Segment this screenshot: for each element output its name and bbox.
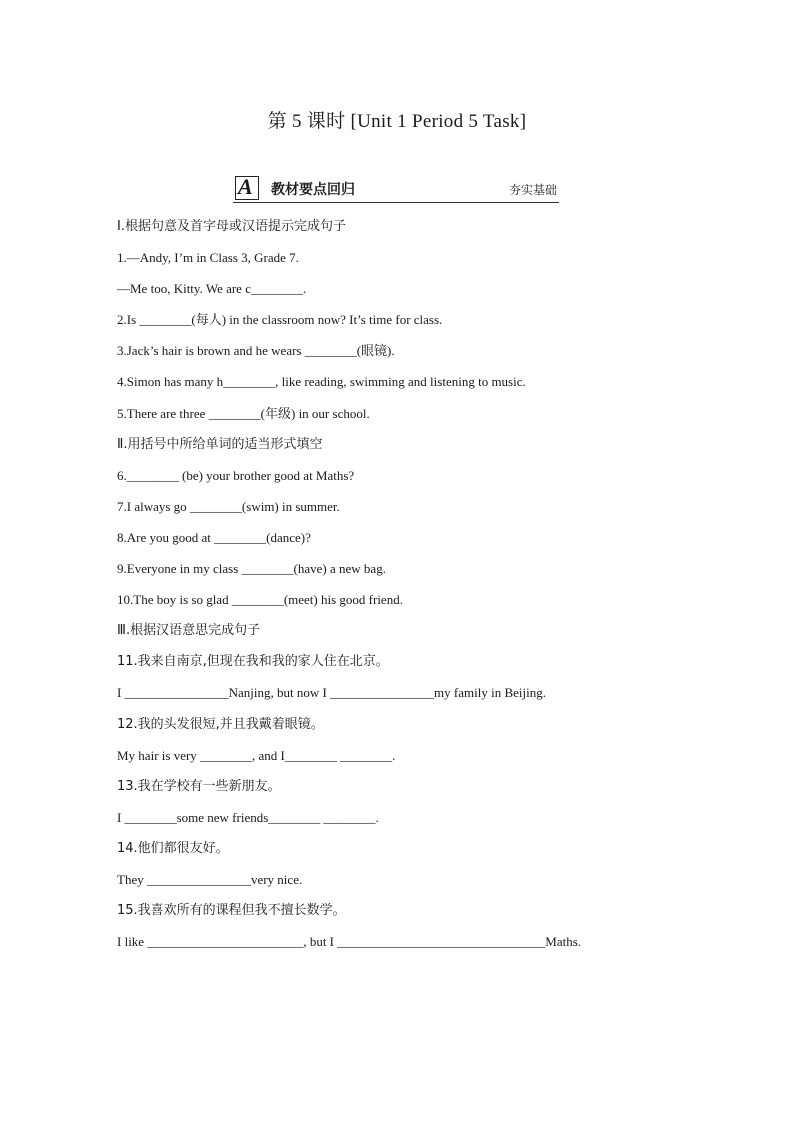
section-heading: Ⅲ.根据汉语意思完成句子 — [117, 623, 261, 639]
section-heading: 15.我喜欢所有的课程但我不擅长数学。 — [117, 903, 346, 919]
exercise-line: I ________________Nanjing, but now I ________________my family in Beijing. — [117, 685, 546, 701]
exercise-line: —Me too, Kitty. We are c________. — [117, 281, 307, 297]
exercise-line: I like ________________________, but I ________________________________Maths. — [117, 934, 582, 950]
section-banner — [233, 176, 559, 203]
exercise-line: They ________________very nice. — [117, 871, 303, 887]
section-a-badge-icon — [235, 176, 259, 200]
exercise-line: 5.There are three ________(年级) in our school. — [117, 405, 370, 421]
exercise-line: My hair is very ________, and I________ ________. — [117, 747, 396, 763]
exercise-line: 4.Simon has many h________, like reading, swimming and listening to music. — [117, 374, 526, 390]
exercise-line: 3.Jack’s hair is brown and he wears ________(眼镜). — [117, 343, 395, 359]
exercise-line: 7.I always go ________(swim) in summer. — [117, 498, 340, 514]
section-heading: 11.我来自南京,但现在我和我的家人住在北京。 — [117, 654, 389, 670]
page-title: 第 5 课时 [Unit 1 Period 5 Task] — [267, 111, 527, 132]
exercise-line: 1.—Andy, I’m in Class 3, Grade 7. — [117, 250, 299, 266]
section-heading: 13.我在学校有一些新朋友。 — [117, 778, 281, 794]
exercise-line: I ________some new friends________ ________. — [117, 809, 379, 825]
exercise-line: 6.________ (be) your brother good at Maths? — [117, 467, 355, 483]
exercise-line: 10.The boy is so glad ________(meet) his good friend. — [117, 592, 403, 608]
exercise-line: 8.Are you good at ________(dance)? — [117, 529, 311, 545]
exercise-body — [117, 216, 677, 962]
exercise-line: 2.Is ________(每人) in the classroom now? It’s time for class. — [117, 312, 443, 328]
section-heading: 12.我的头发很短,并且我戴着眼镜。 — [117, 716, 324, 732]
section-heading: Ⅰ.根据句意及首字母或汉语提示完成句子 — [117, 219, 346, 234]
banner-title: 教材要点回归 — [271, 182, 355, 198]
section-heading: 14.他们都很友好。 — [117, 840, 229, 856]
exercise-line: 9.Everyone in my class ________(have) a new bag. — [117, 561, 386, 577]
banner-tag: 夯实基础 — [508, 183, 557, 197]
section-heading: Ⅱ.用括号中所给单词的适当形式填空 — [117, 436, 323, 452]
badge-letter: A — [238, 174, 253, 199]
